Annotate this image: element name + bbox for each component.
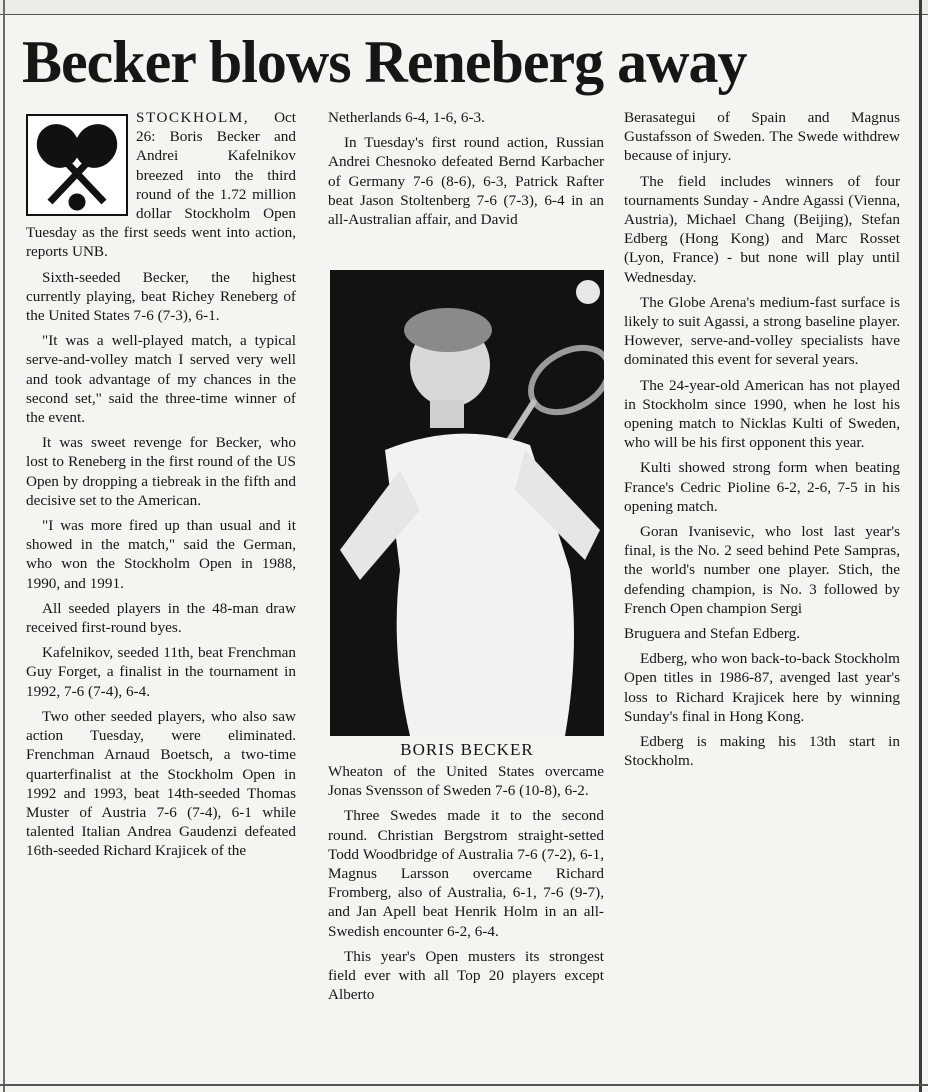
paragraph: Three Swedes made it to the second round. Christian Bergstrom straight-setted Todd Woodbridge of Australia 7-6 (7-2), 6-1, Magnus Larsson overcame Richard Fromberg, also of Australia, 6-1, 7-6 (9-7), and Jan Apell beat Henrik Holm in an all-Swedish encounter 6-2, 6-4. bbox=[328, 807, 604, 940]
article-column-2-top bbox=[328, 108, 604, 235]
paragraph: The Globe Arena's medium-fast surface is likely to suit Agassi, a strong baseline player. However, serve-and-volley specialists have dominated this event for several years. bbox=[624, 293, 900, 369]
paragraph: Goran Ivanisevic, who lost last year's final, is the No. 2 seed behind Pete Sampras, the world's number one player. Stich, the defending champion, is No. 3 followed by French Open champion Sergi bbox=[624, 523, 900, 617]
paragraph: In Tuesday's first round action, Russian Andrei Chesnoko defeated Bernd Karbacher of Germany 7-6 (8-6), 6-3, Patrick Rafter beat Jason Stoltenberg 7-6 (7-3), 6-4 in an all-Australian affair, and David bbox=[328, 134, 604, 229]
paragraph: Kafelnikov, seeded 11th, beat Frenchman Guy Forget, a finalist in the tournament in 1992, 7-6 (7-4), 6-4. bbox=[26, 644, 296, 700]
paragraph: The field includes winners of four tournaments Sunday - Andre Agassi (Vienna, Austria), Michael Chang (Beijing), Stefan Edberg (Hong Kong) and Marc Rosset (Lyon, France) - but none will play until Wednesday. bbox=[624, 172, 900, 286]
right-border bbox=[919, 0, 922, 1092]
photo-caption: BORIS BECKER bbox=[400, 740, 534, 759]
paragraph: Edberg is making his 13th start in Stockholm. bbox=[624, 733, 900, 770]
headline: Becker blows Reneberg away bbox=[22, 29, 747, 95]
article-column-1 bbox=[26, 108, 296, 867]
paragraph: Berasategui of Spain and Magnus Gustafsson of Sweden. The Swede withdrew because of injury. bbox=[624, 109, 900, 165]
paragraph: Two other seeded players, who also saw action Tuesday, were eliminated. Frenchman Arnaud Boetsch, a two-time quarterfinalist at the Stockholm Open in 1992 and 1993, beat 14th-seeded Thomas Muster of Austria 7-6 (7-4), 6-1 while talented Italian Andrea Gaudenzi defeated 16th-seeded Richard Krajicek of the bbox=[26, 707, 296, 860]
tennis-player-photo bbox=[330, 270, 604, 736]
paragraph: It was sweet revenge for Becker, who lost to Reneberg in the first round of the US Open by dropping a tiebreak in the fifth and decisive set to the American. bbox=[26, 434, 296, 509]
paragraph: Bruguera and Stefan Edberg. bbox=[624, 625, 801, 643]
paragraph: "I was more fired up than usual and it showed in the match," said the German, who won the Stockholm Open in 1988, 1990, and 1991. bbox=[26, 517, 296, 592]
article-column-2-bottom bbox=[328, 762, 604, 1010]
dateline: STOCKHOLM, bbox=[136, 109, 250, 126]
top-border bbox=[0, 0, 928, 15]
paragraph: "It was a well-played match, a typical serve-and-volley match I served very well and took advantage of my chances in the second set," said the three-time winner of the event. bbox=[26, 332, 296, 427]
paragraph: All seeded players in the 48-man draw received first-round byes. bbox=[26, 599, 296, 637]
paragraph: Edberg, who won back-to-back Stockholm Open titles in 1986-87, avenged last year's loss to Richard Krajicek here by winning Sunday's final in Hong Kong. bbox=[624, 650, 900, 725]
article-column-3 bbox=[624, 108, 900, 777]
left-border bbox=[3, 0, 5, 1092]
paragraph: Sixth-seeded Becker, the highest currently playing, beat Richey Reneberg of the United States 7-6 (7-3), 6-1. bbox=[26, 268, 296, 325]
crossed-tennis-rackets-icon bbox=[26, 114, 128, 216]
bottom-border bbox=[0, 1084, 928, 1086]
paragraph: Kulti showed strong form when beating France's Cedric Pioline 6-2, 2-6, 7-5 in his opening match. bbox=[624, 459, 900, 515]
paragraph: Netherlands 6-4, 1-6, 6-3. bbox=[328, 109, 485, 126]
paragraph: Oct 26: Boris Becker and Andrei Kafelnikov breezed into the third round of the 1.72 million dollar Stockholm Open Tuesday as the first seeds went into action, reports UNB. bbox=[26, 109, 296, 261]
paragraph: The 24-year-old American has not played in Stockholm since 1990, when he lost his opening match to Nicklas Kulti of Sweden, who will be his first opponent this year. bbox=[624, 376, 900, 452]
paragraph: Wheaton of the United States overcame Jonas Svensson of Sweden 7-6 (10-8), 6-2. bbox=[328, 763, 604, 800]
paragraph: This year's Open musters its strongest field ever with all Top 20 players except Alberto bbox=[328, 947, 604, 1004]
